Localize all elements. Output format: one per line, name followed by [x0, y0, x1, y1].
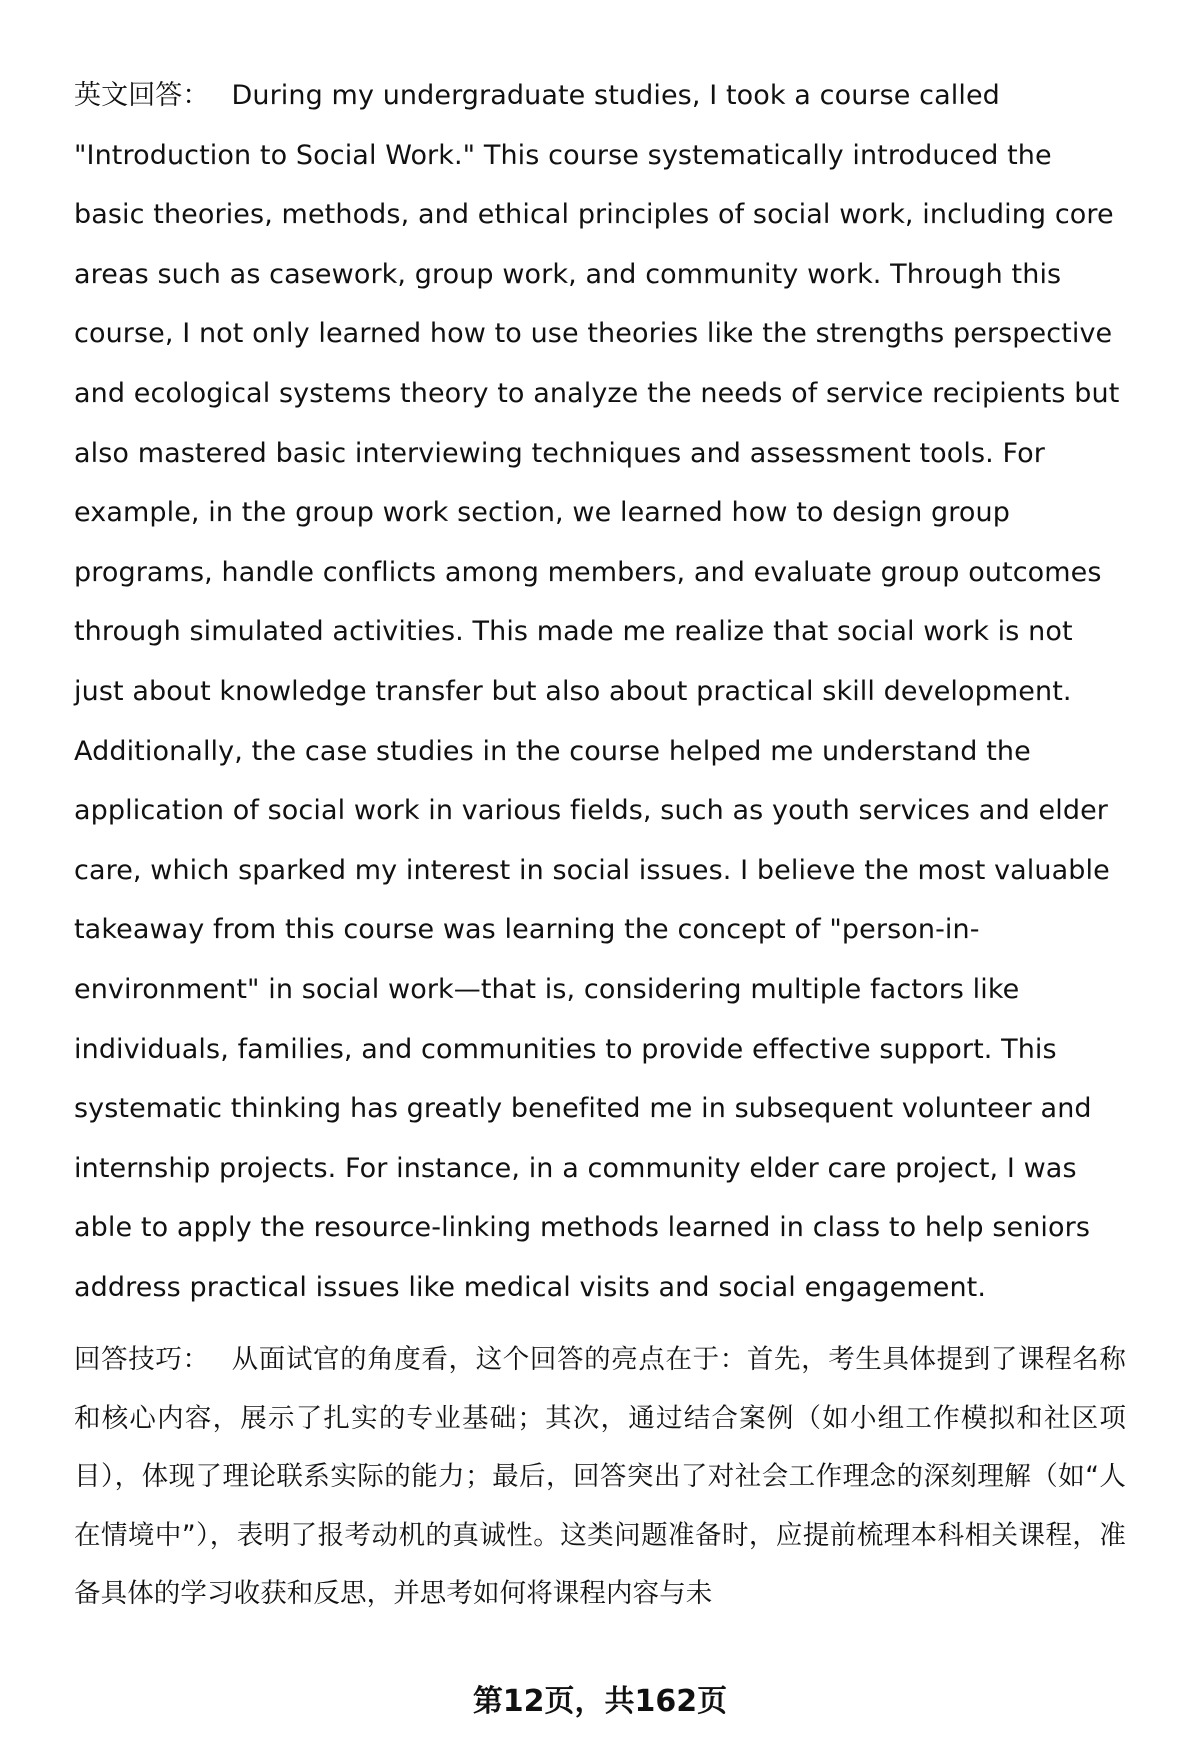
answer-tips-text: 从面试官的角度看，这个回答的亮点在于：首先，考生具体提到了课程名称和核心内容，展示了扎实的专业基础；其次，通过结合案例（如小组工作模拟和社区项目），体现了理论联系实际的能力；最后，回答突出了对社会工作理念的深刻理解（如“人在情境中”），表明了报考动机的真诚性。这类问题准备时，应提前梳理本科相关课程，准备具体的学习收获和反思，并思考如何将课程内容与未	[74, 1344, 1126, 1610]
english-answer-label: 英文回答：	[74, 80, 210, 111]
english-answer-text: During my undergraduate studies, I took a course called "Introduction to Social Work." This course systematically introduced the basic theories, methods, and ethical principles of social work, including core areas such as casework, group work, and community work. Through this course, I not only learned how to use theories like the strengths perspective and ecological systems theory to analyze the needs of service recipients but also mastered basic interviewing techniques and assessment tools. For example, in the group work section, we learned how to design group programs, handle conflicts among members, and evaluate group outcomes through simulated activities. This made me realize that social work is not just about knowledge transfer but also about practical skill development. Additionally, the case studies in the course helped me understand the application of social work in various fields, such as youth services and elder care, which sparked my interest in social issues. I believe the most valuable takeaway from this course was learning the concept of "person-in-environment" in social work—that is, considering multiple factors like individuals, families, and communities to provide effective support. This systematic thinking has greatly benefited me in subsequent volunteer and internship projects. For instance, in a community elder care project, I was able to apply the resource-linking methods learned in class to help seniors address practical issues like medical visits and social engagement.	[74, 80, 1120, 1303]
english-answer-paragraph	[74, 66, 1126, 1317]
answer-tips-paragraph	[74, 1331, 1126, 1624]
page-number-footer: 第12页，共162页	[472, 1684, 728, 1719]
answer-tips-label: 回答技巧：	[74, 1344, 210, 1376]
